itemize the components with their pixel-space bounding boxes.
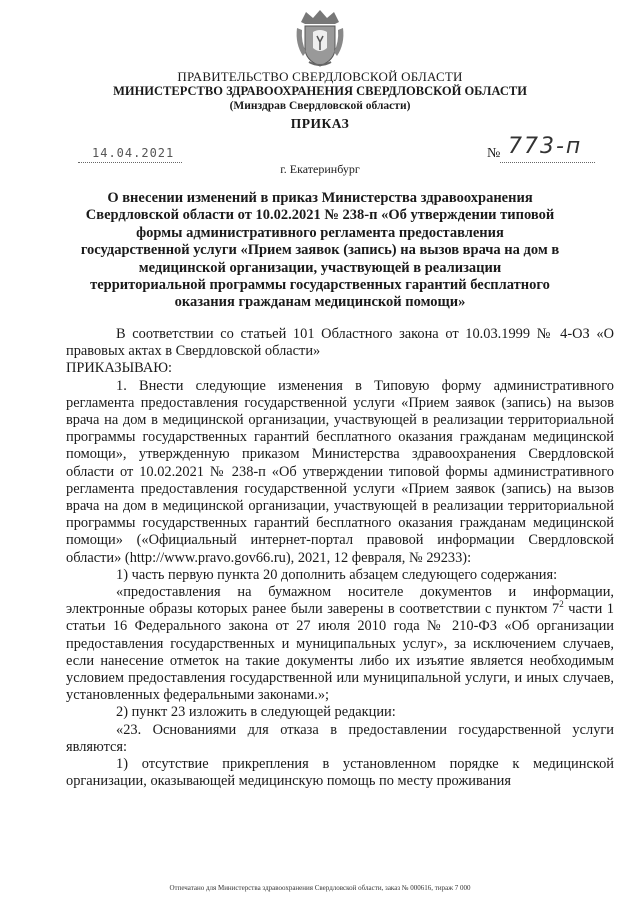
order-number: 773-п [508,134,583,159]
ministry-name: МИНИСТЕРСТВО ЗДРАВООХРАНЕНИЯ СВЕРДЛОВСКОЙ ОБЛАСТИ [113,84,527,98]
print-footer: Отпечатано для Министерства здравоохранения Свердловской области, заказ № 000616, тираж 7 000 [169,884,471,892]
number-label: № [487,146,501,161]
paragraph-quote-2: «23. Основаниями для отказа в предоставлении государственной услуги являются: [66,721,614,755]
paragraph-subitem-2: 2) пункт 23 изложить в следующей редакции: [116,704,396,721]
coat-of-arms-icon [293,8,347,70]
document-type: ПРИКАЗ [290,116,350,131]
order-title: О внесении изменений в приказ Министерства здравоохранения Свердловской области от 10.02.2021 № 238-п «Об утверждении типовой формы административного регламента предоставления государственной услуги «Прием заявок (запись) на вызов врача на дом в медицинской организации, участвующей в реализации территориальной программы государственных гарантий бесплатного оказания гражданам медицинской помощи» [80,190,560,311]
paragraph-quote-2-item-1: 1) отсутствие прикрепления в установленном порядке к медицинской организации, оказывающей медицинскую помощь по месту проживания [66,756,614,790]
paragraph-subitem-1: 1) часть первую пункта 20 дополнить абзацем следующего содержания: [116,566,558,583]
paragraph-item-1: 1. Внести следующие изменения в Типовую форму административного регламента предоставления государственной услуги «Прием заявок (запись) на вызов врача на дом в медицинской организации, участвующей в реализации территориальной программы государственных гарантий бесплатного оказания гражданам медицинской помощи», утвержденную приказом Министерства здравоохранения Свердловской области от 10.02.2021 № 238-п «Об утверждении типовой формы административного регламента предоставления государственной услуги «Прием заявок (запись) на вызов врача на дом в медицинской организации, участвующей в реализации территориальной программы государственных гарантий бесплатного оказания гражданам медицинской помощи» («Официальный интернет-портал правовой информации Свердловской области» (http://www.pravo.gov66.ru), 2021, 12 февраля, № 29233): [66,377,614,566]
order-body [66,326,614,790]
ministry-short-name: (Минздрав Свердловской области) [229,100,411,112]
order-date: 14.04.2021 [92,146,175,160]
quote-1-part-a: «предоставления на бумажном носителе документов и информации, электронные образы которых ранее были заверены в соответствии с пунктом 7 [66,584,614,618]
quote-1-part-b: части 1 статьи 16 Федерального закона от 27 июля 2010 года № 210-ФЗ «Об организации предоставления государственных и муниципальных услуг», за исключением случаев, если нанесение отметок на такие документы либо их изъятие является необходимым условием предоставления государственной или муниципальной услуги, и иных случаев, установленных федеральными законами.»; [66,601,614,704]
paragraph-legal-basis: В соответствии со статьей 101 Областного закона от 10.03.1999 № 4-ОЗ «О правовых актах в Свердловской области» [66,326,614,360]
government-name: ПРАВИТЕЛЬСТВО СВЕРДЛОВСКОЙ ОБЛАСТИ [177,69,463,84]
quote-1-superscript: 2 [559,599,564,610]
city: г. Екатеринбург [280,162,360,176]
paragraph-order: ПРИКАЗЫВАЮ: [66,360,173,377]
paragraph-quote-1 [66,584,614,704]
